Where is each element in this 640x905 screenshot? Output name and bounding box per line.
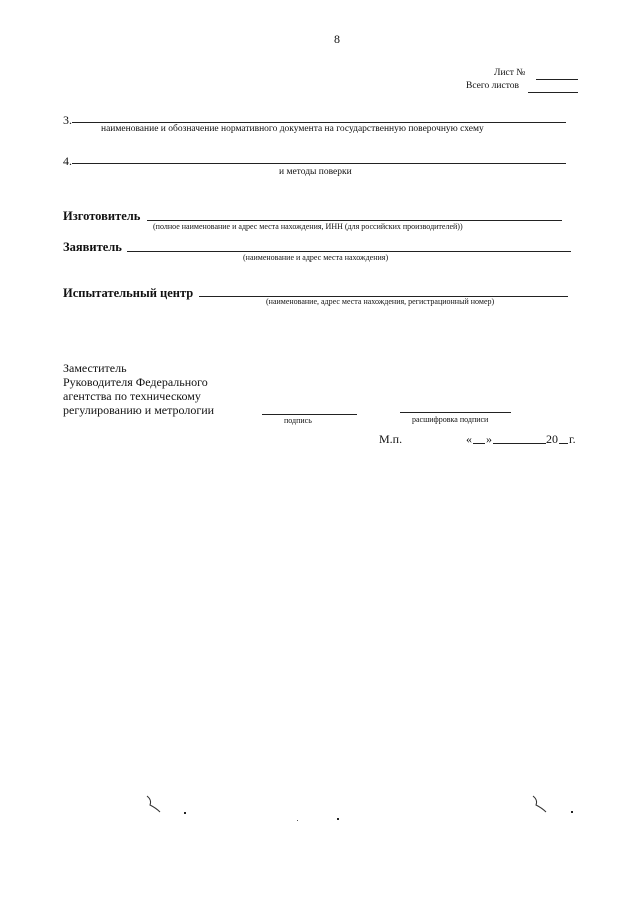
date-day-field	[473, 443, 485, 444]
applicant-field	[127, 251, 571, 252]
decode-field	[400, 412, 511, 413]
signatory-line-4: регулированию и метрологии	[63, 403, 215, 417]
item-4-caption: и методы поверки	[279, 167, 352, 177]
item-3-field	[72, 122, 566, 123]
sheet-number-field	[536, 79, 578, 80]
item-3-caption: наименование и обозначение нормативного документа на государственную поверочную схему	[101, 124, 484, 134]
manufacturer-caption: (полное наименование и адрес места нахождения, ИНН (для российских производителей))	[153, 222, 463, 231]
sheet-number-label: Лист №	[494, 68, 526, 78]
decode-caption: расшифровка подписи	[412, 415, 489, 424]
date-year-field	[559, 443, 568, 444]
date-year-prefix: 20	[546, 432, 558, 446]
applicant-caption: (наименование и адрес места нахождения)	[243, 253, 389, 262]
manufacturer-label: Изготовитель	[63, 209, 141, 223]
manufacturer-field	[147, 220, 562, 221]
test-center-caption: (наименование, адрес места нахождения, регистрационный номер)	[266, 297, 495, 306]
item-4-field	[72, 163, 566, 164]
sheet-total-label: Всего листов	[466, 81, 519, 91]
signatory-line-3: агентства по техническому	[63, 389, 201, 403]
test-center-label: Испытательный центр	[63, 286, 194, 300]
stamp-label: М.п.	[379, 432, 403, 446]
signatory-line-2: Руководителя Федерального	[63, 375, 208, 389]
item-4-number: 4.	[63, 154, 72, 168]
signature-caption: подпись	[284, 416, 312, 425]
date-year-suffix: г.	[569, 432, 576, 446]
signatory-line-1: Заместитель	[63, 361, 127, 375]
date-open-quote: «	[466, 432, 472, 446]
sheet-total-field	[528, 92, 578, 93]
date-month-field	[493, 443, 546, 444]
item-3-number: 3.	[63, 113, 72, 127]
date-close-quote: »	[486, 432, 492, 446]
signature-field	[262, 414, 357, 415]
page-number: 8	[334, 32, 340, 46]
applicant-label: Заявитель	[63, 240, 122, 254]
